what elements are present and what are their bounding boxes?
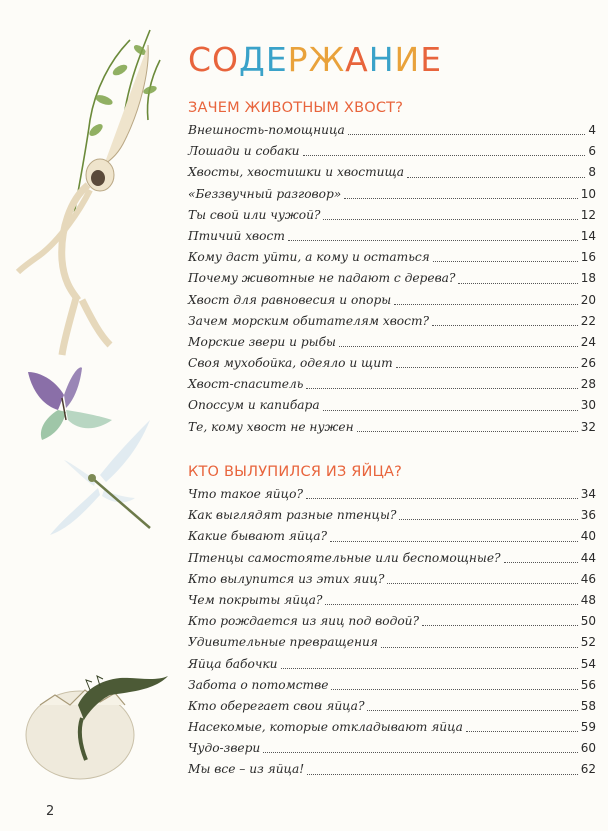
toc-entry [188,226,596,247]
toc-entry-page: 6 [588,144,596,159]
toc-entry-title: Зачем морским обитателям хвост? [188,313,430,328]
toc-entry-page: 59 [580,720,596,735]
dot-leader [348,133,586,135]
title-letter: С [188,40,213,79]
toc-entry-title: Насекомые, которые откладывают яйца [188,720,463,735]
title-letter: Р [287,40,309,79]
toc-entry-title: Кто рождается из яиц под водой? [188,614,420,629]
title-letter: Ж [308,40,346,79]
dot-leader [330,540,578,542]
toc-entry [188,290,596,311]
dot-leader [422,624,578,626]
dot-leader [381,646,578,648]
toc-entry-title: Внешность-помощница [188,123,345,137]
toc-entry-title: Хвосты, хвостишки и хвостища [188,165,404,180]
toc-entry-title: Что такое яйцо? [188,487,304,501]
dot-leader [281,667,578,669]
toc-entry-page: 50 [580,614,596,629]
toc-entry-title: Забота о потомстве [188,677,329,692]
dot-leader [394,303,578,305]
toc-entry [188,505,596,526]
toc-entry [188,353,596,374]
dot-leader [306,497,578,499]
toc-entry-page: 22 [580,313,596,328]
toc-entry-page: 28 [580,377,596,392]
dot-leader [331,688,577,690]
toc-entry-page: 60 [580,741,596,756]
toc-entry-page: 54 [580,656,596,671]
toc-entry-title: Почему животные не падают с дерева? [188,271,456,286]
dot-leader [357,430,578,432]
toc-entry [188,184,596,205]
dot-leader [433,260,578,262]
page-title [188,40,442,80]
toc-entry-title: Чем покрыты яйца? [188,592,323,607]
toc-entry-page: 36 [580,508,596,523]
title-letter: Е [265,40,288,79]
toc-entry [188,654,596,675]
toc-entry [188,395,596,416]
toc-entry-page: 32 [580,419,596,434]
dot-leader [344,197,577,199]
toc-entry-title: Кто оберегает свои яйца? [188,698,365,713]
toc-entry [188,268,596,289]
toc-entry [188,374,596,395]
dot-leader [339,345,578,347]
toc-entry-page: 26 [580,356,596,371]
dot-leader [407,176,585,178]
toc-entry-title: Удивительные превращения [188,635,378,650]
toc-entry-page: 20 [580,292,596,307]
toc-entry-title: Мы все – из яйца! [188,762,305,777]
dot-leader [504,561,578,563]
dot-leader [263,751,577,753]
title-letter: И [394,40,421,79]
butterfly-illustration [28,367,112,440]
section-heading-eggs: КТО ВЫЛУПИЛСЯ ИЗ ЯЙЦА? [188,464,403,480]
toc-entry [188,484,596,505]
toc-entry-page: 10 [580,186,596,201]
toc-entry-page: 16 [580,250,596,265]
toc-entry [188,738,596,759]
dot-leader [387,582,577,584]
toc-entry [188,569,596,590]
dot-leader [367,709,577,711]
toc-entry-page: 58 [580,698,596,713]
toc-entry-title: Кому даст уйти, а кому и остаться [188,250,430,265]
toc-entry [188,611,596,632]
dot-leader [307,773,578,775]
toc-entry-title: Какие бывают яйца? [188,529,328,544]
toc-entry-page: 62 [580,762,596,777]
toc-entry-title: Кто вылупится из этих яиц? [188,571,385,586]
toc-entry-title: Лошади и собаки [188,144,300,159]
toc-entry-page: 56 [580,677,596,692]
toc-entry [188,332,596,353]
dot-leader [466,730,578,732]
toc-entry [188,162,596,183]
toc-entry [188,590,596,611]
toc-entry [188,247,596,268]
toc-entry [188,717,596,738]
toc-entry-title: Хвост-спаситель [188,377,304,392]
toc-entry-title: Ты свой или чужой? [188,207,321,222]
toc-entry [188,696,596,717]
dot-leader [303,154,586,156]
toc-entry [188,141,596,162]
toc-entry-title: Яйца бабочки [188,656,278,671]
toc-entry-page: 48 [580,592,596,607]
toc-entry-page: 30 [580,398,596,413]
title-letter: Е [420,40,443,79]
toc-entry [188,675,596,696]
toc-entry-title: Опоссум и капибара [188,398,320,413]
toc-entry-title: Чудо-звери [188,741,261,756]
dot-leader [399,518,577,520]
crocodile-egg-illustration [26,676,168,779]
title-letter: А [345,40,369,79]
dot-leader [323,409,578,411]
toc-entry-page: 24 [580,334,596,349]
toc-entry-page: 52 [580,635,596,650]
toc-entry-page: 8 [588,165,596,180]
dot-leader [458,282,577,284]
toc-entry-page: 34 [580,487,596,501]
dot-leader [432,324,578,326]
toc-entry-title: Морские звери и рыбы [188,334,336,349]
illustration-column [0,0,180,831]
toc-entry-title: Те, кому хвост не нужен [188,419,354,434]
toc-entry-page: 18 [580,271,596,286]
toc-entry-page: 12 [580,207,596,222]
dot-leader [288,239,578,241]
toc-entry [188,548,596,569]
toc-entry-page: 14 [580,228,596,243]
toc-entry [188,759,596,780]
dot-leader [323,218,577,220]
toc-entry-title: Хвост для равновесия и опоры [188,292,392,307]
page-number: 2 [46,804,55,819]
dot-leader [396,366,578,368]
toc-entry [188,120,596,141]
toc-entry-title: Птичий хвост [188,228,285,243]
toc-entry [188,417,596,438]
toc-entry [188,311,596,332]
dot-leader [306,387,577,389]
toc-list-eggs [188,484,596,781]
toc-entry-page: 46 [580,571,596,586]
toc-entry [188,205,596,226]
toc-entry-page: 40 [580,529,596,544]
dot-leader [325,603,577,605]
toc-entry [188,632,596,653]
toc-entry-title: Птенцы самостоятельные или беспомощные? [188,550,501,565]
toc-entry-page: 44 [580,550,596,565]
toc-entry-title: Своя мухобойка, одеяло и щит [188,356,393,371]
toc-entry-title: «Беззвучный разговор» [188,186,342,201]
toc-entry-page: 4 [588,123,596,137]
toc-entry [188,526,596,547]
title-letter: Н [368,40,395,79]
title-letter: Д [239,40,266,79]
title-letter: О [212,40,240,79]
dragonfly-illustration [50,420,150,535]
toc-list-tails [188,120,596,438]
section-heading-tails: ЗАЧЕМ ЖИВОТНЫМ ХВОСТ? [188,100,404,116]
toc-entry-title: Как выглядят разные птенцы? [188,508,397,523]
